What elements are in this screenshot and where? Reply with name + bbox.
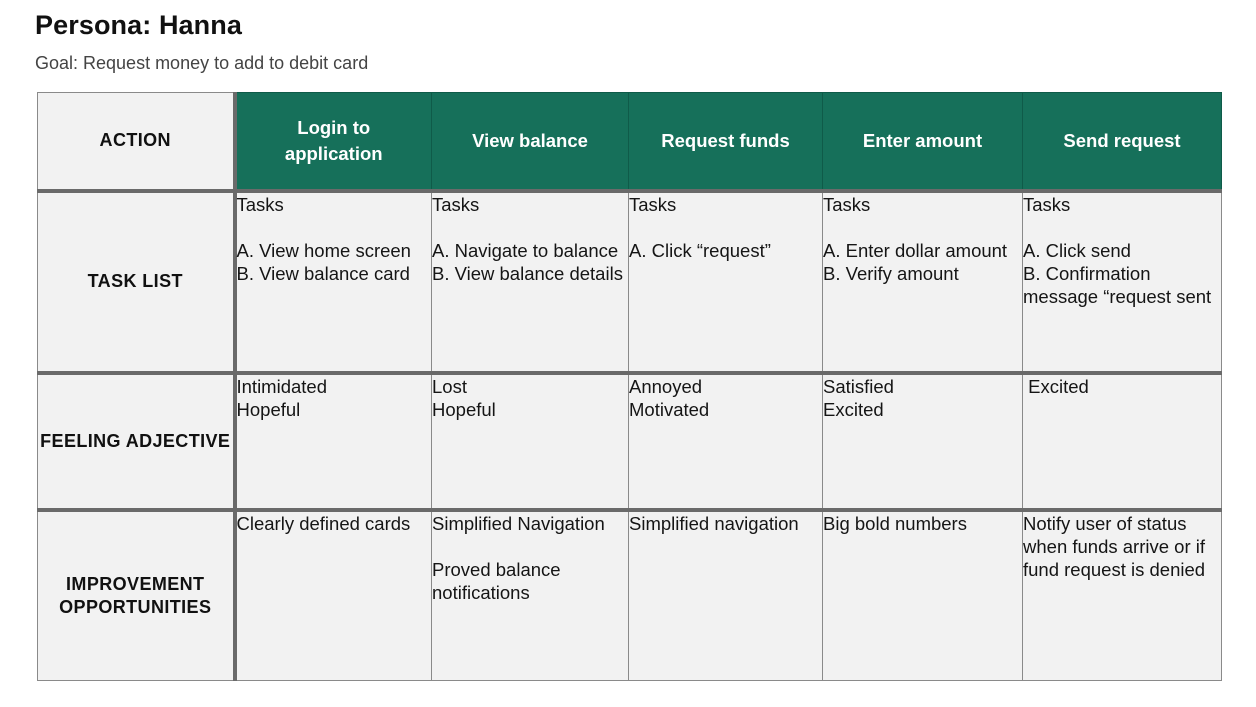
- journey-cell: [1023, 373, 1222, 510]
- cell-text-line: Hopeful: [236, 398, 301, 420]
- cell-text-line: Motivated: [629, 398, 710, 420]
- cell-text-line: [629, 216, 822, 239]
- journey-cell: [432, 191, 629, 373]
- journey-cell: [235, 373, 432, 510]
- cell-text-line: Tasks: [1023, 193, 1071, 215]
- journey-cell: [432, 373, 629, 510]
- task-list-row: [38, 191, 1222, 373]
- stage-header-login: Login to application: [235, 93, 432, 191]
- goal-subtitle: Goal: Request money to add to debit card: [35, 53, 369, 73]
- journey-cell: [629, 191, 823, 373]
- journey-cell: [432, 510, 629, 681]
- cell-text-line: Tasks: [823, 193, 871, 215]
- feeling-adjective-row: [38, 373, 1222, 510]
- cell-text-line: Intimidated: [236, 375, 327, 397]
- stage-header-enter-amount: Enter amount: [823, 93, 1023, 191]
- persona-title: Persona: Hanna: [35, 10, 242, 40]
- improvement-opportunities-label: IMPROVEMENT OPPORTUNITIES: [38, 510, 235, 681]
- cell-text-line: A. Enter dollar amount: [823, 239, 1008, 261]
- cell-text-line: A. Click send: [1023, 239, 1131, 261]
- journey-cell: [629, 510, 823, 681]
- cell-text-line: B. Confirmation message “request sent: [1023, 262, 1212, 307]
- cell-text-line: A. Click “request”: [629, 239, 771, 261]
- cell-text-line: [432, 535, 628, 558]
- journey-cell: [823, 191, 1023, 373]
- journey-cell: [1023, 191, 1222, 373]
- journey-map-table: [37, 92, 1222, 681]
- cell-text-line: Excited: [1023, 375, 1089, 397]
- cell-text-line: [432, 216, 628, 239]
- cell-text-line: [1023, 216, 1221, 239]
- cell-text-line: Excited: [823, 398, 884, 420]
- cell-text-line: Hopeful: [432, 398, 496, 420]
- cell-text-line: B. View balance details: [432, 262, 623, 284]
- cell-text-line: B. Verify amount: [823, 262, 959, 284]
- cell-text-line: Satisfied: [823, 375, 894, 397]
- cell-text-line: Notify user of status when funds arrive or if fund request is denied: [1023, 512, 1211, 580]
- task-list-label: TASK LIST: [38, 191, 235, 373]
- cell-text-line: Lost: [432, 375, 467, 397]
- cell-text-line: A. View home screen: [236, 239, 411, 261]
- journey-cell: [1023, 510, 1222, 681]
- cell-text-line: Simplified navigation: [629, 512, 799, 534]
- journey-cell: [235, 191, 432, 373]
- journey-cell: [629, 373, 823, 510]
- cell-text-line: Tasks: [236, 193, 284, 215]
- stage-header-send-request: Send request: [1023, 93, 1222, 191]
- cell-text-line: A. Navigate to balance: [432, 239, 619, 261]
- cell-text-line: B. View balance card: [236, 262, 410, 284]
- journey-cell: [235, 510, 432, 681]
- action-label: ACTION: [38, 93, 235, 191]
- cell-text-line: [823, 216, 1022, 239]
- stage-header-request-funds: Request funds: [629, 93, 823, 191]
- stage-header-row: [38, 93, 1222, 191]
- journey-cell: [823, 510, 1023, 681]
- cell-text-line: Tasks: [629, 193, 677, 215]
- feeling-adjective-label: FEELING ADJECTIVE: [38, 373, 235, 510]
- cell-text-line: Simplified Navigation: [432, 512, 605, 534]
- cell-text-line: [237, 216, 432, 239]
- cell-text-line: Tasks: [432, 193, 480, 215]
- cell-text-line: Proved balance notifications: [432, 558, 566, 603]
- cell-text-line: Annoyed: [629, 375, 703, 397]
- cell-text-line: Big bold numbers: [823, 512, 967, 534]
- improvement-opportunities-row: [38, 510, 1222, 681]
- cell-text-line: Clearly defined cards: [236, 512, 411, 534]
- journey-cell: [823, 373, 1023, 510]
- stage-header-view-balance: View balance: [432, 93, 629, 191]
